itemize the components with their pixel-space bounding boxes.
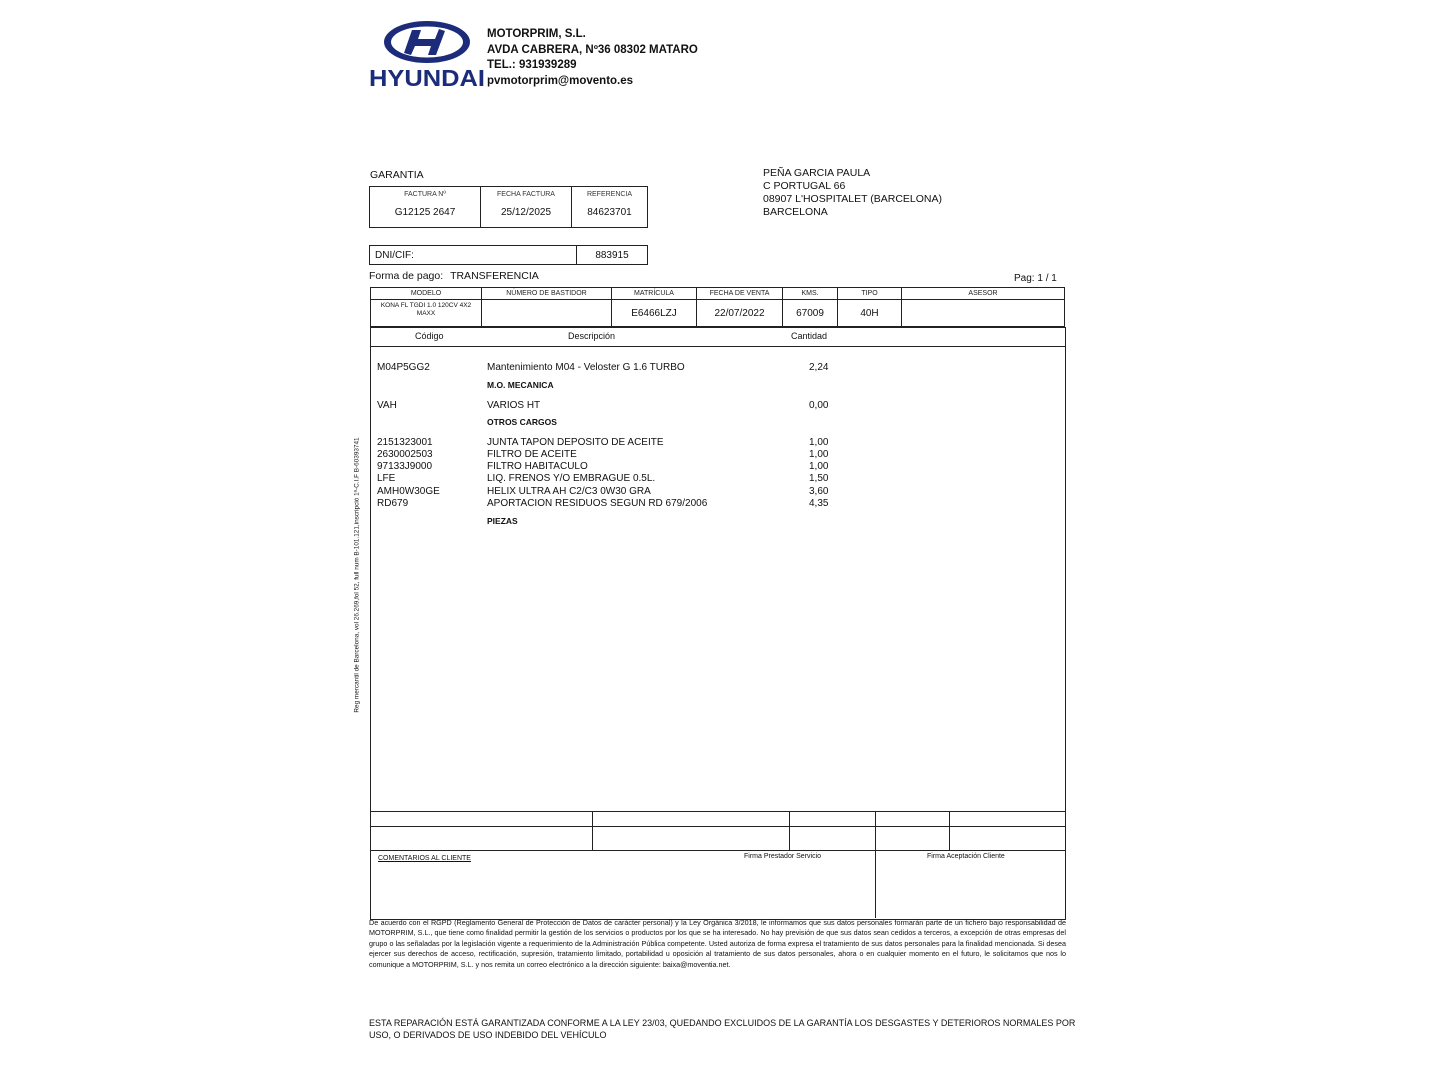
- guarantee-notice: ESTA REPARACIÓN ESTÁ GARANTIZADA CONFORME A LA LEY 23/03, QUEDANDO EXCLUIDOS DE LA GARANTÍA LOS DESGASTES Y DETERIOROS NORMALES POR USO, O DERIVADOS DE USO INDEBIDO DEL VEHÍCULO: [369, 1018, 1076, 1040]
- section-title: OTROS CARGOS: [487, 417, 557, 427]
- totals-column-divider: [592, 811, 593, 850]
- vehicle-header: NÚMERO DE BASTIDOR: [482, 288, 612, 300]
- line-description: FILTRO DE ACEITE: [487, 449, 577, 460]
- line-description: LIQ. FRENOS Y/O EMBRAGUE 0.5L.: [487, 473, 656, 484]
- line-code: 2630002503: [377, 449, 433, 460]
- vehicle-header: MATRÍCULA: [612, 288, 697, 300]
- line-code: 2151323001: [377, 437, 433, 448]
- line-code: VAH: [377, 400, 397, 411]
- vehicle-header-row: [371, 288, 1065, 300]
- line-quantity: 1,00: [809, 437, 829, 448]
- page-number: Pag: 1 / 1: [1014, 273, 1057, 284]
- dni-label: DNI/CIF:: [370, 246, 577, 265]
- provider-signature-label: Firma Prestador Servicio: [744, 853, 822, 860]
- column-header-code: Código: [415, 331, 444, 341]
- totals-column-divider: [789, 811, 790, 850]
- company-email: pvmotorprim@movento.es: [487, 74, 634, 87]
- client-street: C PORTUGAL 66: [763, 180, 846, 192]
- column-header-quantity: Cantidad: [791, 331, 828, 341]
- totals-divider: [370, 850, 1065, 851]
- line-description: FILTRO HABITACULO: [487, 461, 588, 472]
- line-quantity: 1,00: [809, 461, 829, 472]
- document-type: GARANTIA: [370, 169, 424, 181]
- invoice-box: [369, 186, 648, 228]
- line-description: Mantenimiento M04 - Veloster G 1.6 TURBO: [487, 362, 685, 373]
- vehicle-kms: 67009: [783, 300, 838, 327]
- vehicle-type: 40H: [838, 300, 902, 327]
- line-code: 97133J9000: [377, 461, 433, 472]
- invoice-ref: 84623701: [587, 207, 632, 218]
- invoice-number-label: FACTURA Nº: [404, 191, 446, 198]
- line-description: JUNTA TAPON DEPOSITO DE ACEITE: [487, 437, 664, 448]
- comments-label: COMENTARIOS AL CLIENTE: [378, 855, 471, 862]
- vehicle-header: KMS.: [783, 288, 838, 300]
- line-code: AMH0W30GE: [377, 486, 440, 497]
- column-header-description: Descripción: [568, 331, 616, 341]
- invoice-date: 25/12/2025: [500, 207, 552, 218]
- invoice-date-cell: [481, 187, 572, 228]
- registry-text: Reg mercantil de Barcelona, vol 26.269,fol 52, full num B-101.121,inscripció 1ª-C.I.F B-60393741: [353, 437, 361, 713]
- vehicle-model: KONA FL TGDI 1.0 120CV 4X2 MAXX: [371, 300, 482, 327]
- client-name: PEÑA GARCIA PAULA: [763, 167, 871, 179]
- line-description: HELIX ULTRA AH C2/C3 0W30 GRA: [487, 486, 651, 497]
- payment-label: Forma de pago:: [369, 270, 444, 282]
- line-description: VARIOS HT: [487, 400, 541, 411]
- column-header-divider: [370, 346, 1065, 347]
- company-address: AVDA CABRERA, Nº36 08302 MATARO: [487, 43, 698, 56]
- payment-value: TRANSFERENCIA: [450, 270, 539, 282]
- line-description: APORTACION RESIDUOS SEGUN RD 679/2006: [487, 498, 708, 509]
- vehicle-sale-date: 22/07/2022: [697, 300, 783, 327]
- invoice-number-cell: [370, 187, 481, 228]
- vehicle-header: MODELO: [371, 288, 482, 300]
- vehicle-vin: [482, 300, 612, 327]
- line-quantity: 2,24: [809, 362, 829, 373]
- line-quantity: 0,00: [809, 400, 829, 411]
- dni-value: 883915: [577, 246, 648, 265]
- vehicle-plate: E6466LZJ: [612, 300, 697, 327]
- vehicle-header: FECHA DE VENTA: [697, 288, 783, 300]
- line-quantity: 1,00: [809, 449, 829, 460]
- totals-divider: [370, 826, 1065, 827]
- client-signature-label-text: Firma Aceptación Cliente: [927, 853, 1005, 860]
- line-quantity: 3,60: [809, 486, 829, 497]
- client-city: 08907 L'HOSPITALET (BARCELONA): [763, 193, 943, 205]
- vehicle-table: [370, 287, 1065, 327]
- vehicle-advisor: [902, 300, 1065, 327]
- section-title: M.O. MECANICA: [487, 380, 554, 390]
- company-name: MOTORPRIM, S.L.: [487, 28, 586, 40]
- client-address: [763, 167, 942, 219]
- invoice-ref-label: REFERENCIA: [586, 191, 633, 198]
- hyundai-logo: [368, 18, 486, 88]
- invoice-number: G12125 2647: [394, 207, 456, 218]
- payment-method: [369, 270, 539, 282]
- lines-frame: [370, 327, 1066, 920]
- line-quantity: 4,35: [809, 498, 829, 509]
- totals-column-divider: [949, 811, 950, 850]
- company-phone: TEL.: 931939289: [487, 59, 577, 71]
- line-code: LFE: [377, 473, 396, 484]
- vehicle-header: ASESOR: [902, 288, 1065, 300]
- client-province: BARCELONA: [763, 206, 828, 218]
- rgpd-notice: De acuerdo con el RGPD (Reglamento General de Protección de Datos de carácter personal) y la Ley Orgánica 3/2018, le informamos que sus datos personales formarán parte de un fichero bajo responsabilidad de MOTORPRIM, S.L., que tiene como finalidad permitir la gestión de los servicios o productos por los que se ha interesado. No hay previsión de que sus datos sean cedidos a terceros, a excepción de otras empresas del grupo o las señaladas por la legislación vigente a requerimiento de la Administración Pública competente. Usted autoriza de forma expresa el tratamiento de sus datos personales para la finalidad mencionada. Si desea ejercer sus derechos de acceso, rectificación, supresión, tratamiento limitado, portabilidad u oposición al tratamiento de sus datos personales, ahora o en cualquier momento en el futuro, le solicitamos que nos lo comunique a MOTORPRIM, S.L. y nos remita un correo electrónico a la dirección siguiente: baixa@moventia.net.: [369, 918, 1066, 969]
- line-code: RD679: [377, 498, 409, 509]
- invoice-date-label: FECHA FACTURA: [497, 191, 555, 198]
- line-code: M04P5GG2: [377, 362, 430, 373]
- totals-divider: [370, 811, 1065, 812]
- dni-box: [369, 245, 648, 265]
- line-quantity: 1,50: [809, 473, 829, 484]
- invoice-ref-cell: [572, 187, 648, 228]
- section-title: PIEZAS: [487, 516, 518, 526]
- totals-column-divider: [875, 811, 876, 918]
- vehicle-header: TIPO: [838, 288, 902, 300]
- vehicle-value-row: [371, 300, 1065, 327]
- company-info: [487, 27, 698, 89]
- logo-wordmark: HYUNDAI: [369, 65, 485, 88]
